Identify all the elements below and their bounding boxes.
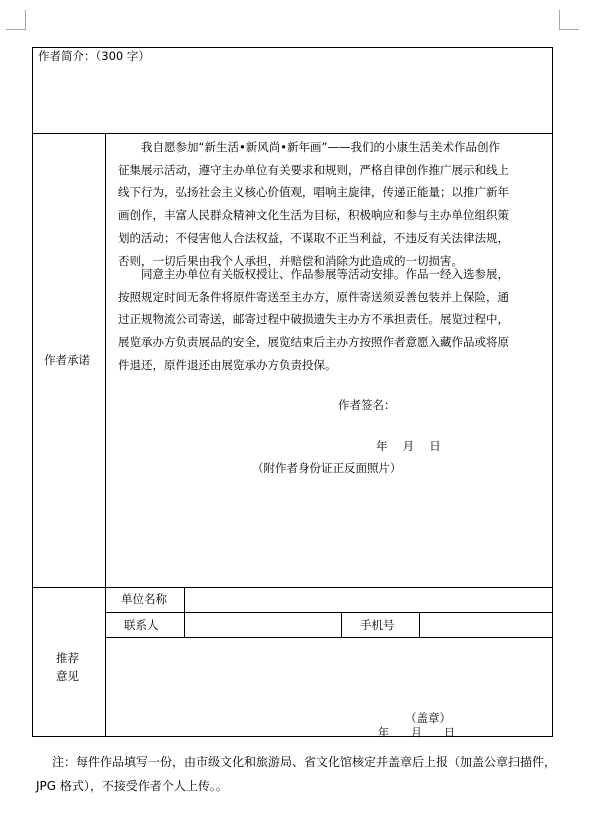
bio-input-area[interactable] [33, 66, 552, 132]
commitment-line: 否则，一切后果由我个人承担，并赔偿和消除为此造成的一切损害。 [118, 253, 463, 268]
signature-label: 作者签名： [338, 398, 396, 412]
commitment-line: 按照规定时间无条件将原件寄送至主办方，原件寄送须妥善包装并上保险，通 [118, 289, 509, 304]
commitment-line: 展览承办方负责展品的安全，展览结束后主办方按照作者意愿入藏作品或将原 [118, 335, 509, 350]
commitment-line: 线下行为，弘扬社会主义核心价值观，唱响主旋律，传递正能量；以推广新年 [118, 185, 509, 200]
contact-field[interactable] [186, 614, 340, 636]
table-outer-right [552, 47, 553, 737]
commitment-line: 划的活动；不侵害他人合法权益，不谋取不正当利益，不违反有关法律法规， [118, 230, 509, 245]
bio-label: 作者简介：（300 字） [38, 49, 150, 63]
row-divider-bio [32, 133, 553, 134]
crop-mark-top-left-v [25, 10, 26, 30]
commitment-line: 同意主办单位有关版权授让、作品参展等活动安排。作品一经入选参展， [141, 267, 509, 281]
commitment-line: 征集展示活动，遵守主办单位有关要求和规则，严格自律创作推广展示和线上 [118, 162, 509, 177]
id-photo-note: （附作者身份证正反面照片） [252, 461, 402, 475]
commitment-paragraph-2 [118, 263, 544, 377]
table-outer-bottom [32, 736, 553, 737]
footnote [36, 750, 564, 798]
column-divider [105, 133, 106, 737]
commitment-line: 过正规物流公司寄送，邮寄过程中破损遗失主办方不承担责任。展览过程中， [118, 312, 509, 327]
unit-name-label: 单位名称 [121, 592, 167, 606]
stamp-label: （盖章） [405, 711, 451, 725]
phone-label-right-divider [419, 612, 420, 638]
phone-label: 手机号 [360, 618, 395, 632]
stamp-date: 年 月 日 [378, 726, 455, 739]
commitment-paragraph-1 [118, 136, 544, 272]
table-outer-left [32, 47, 33, 737]
row-divider-unit [105, 612, 553, 613]
contact-label-divider [184, 612, 185, 638]
crop-mark-top-right-h [559, 29, 579, 30]
unit-name-field[interactable] [186, 589, 551, 611]
commitment-label: 作者承诺 [44, 353, 90, 367]
commitment-line: 件退还，原件退还由展览承办方负责投保。 [118, 357, 337, 372]
row-divider-contact [105, 637, 553, 638]
commitment-line: 我自愿参加“新生活•新风尚•新年画”——我们的小康生活美术作品创作 [141, 140, 500, 154]
phone-label-left-divider [341, 612, 342, 638]
crop-mark-top-right-v [559, 10, 560, 30]
unit-label-divider [184, 587, 185, 613]
contact-label: 联系人 [124, 618, 159, 632]
signature-field[interactable] [400, 395, 540, 415]
commitment-line: 画创作，丰富人民群众精神文化生活为目标，积极响应和参与主办单位组织策 [118, 208, 509, 223]
row-divider-commitment [32, 587, 553, 588]
crop-mark-top-left-h [6, 29, 26, 30]
recommend-label-line1: 推荐 [56, 651, 79, 665]
signature-date: 年 月 日 [376, 439, 441, 453]
footnote-text: 注：每件作品填写一份，由市级文化和旅游局、省文化馆核定并盖章后上报（加盖公章扫描件，JPG 格式），不接受作者个人上传。。 [36, 755, 557, 793]
recommend-opinion-area[interactable] [107, 639, 551, 709]
phone-field[interactable] [421, 614, 551, 636]
recommend-label-line2: 意见 [56, 669, 79, 683]
